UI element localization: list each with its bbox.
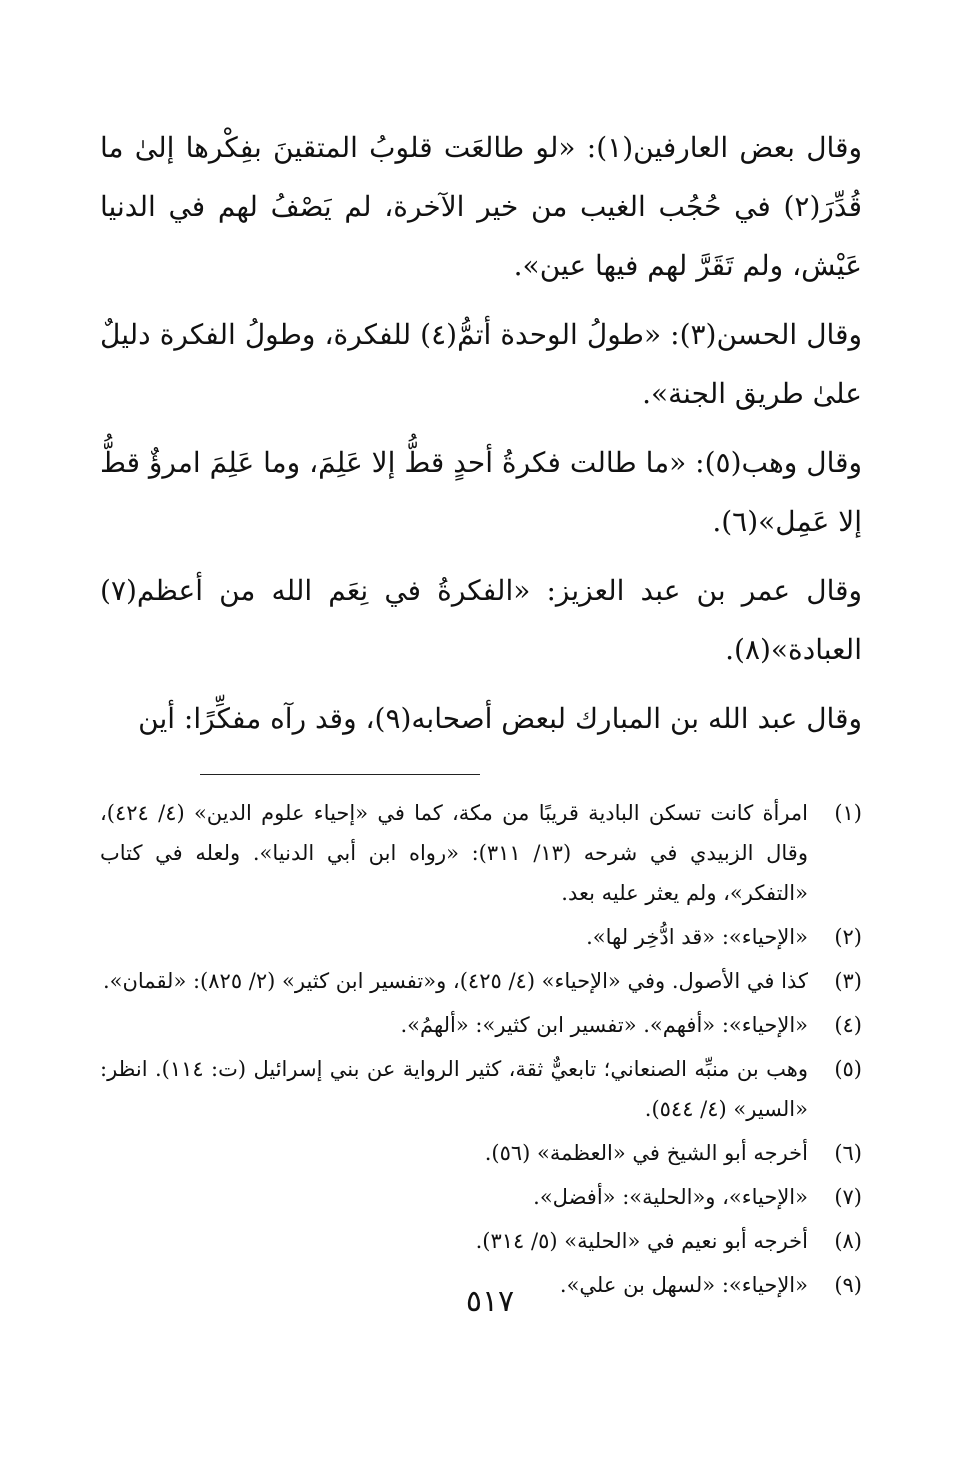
page-number: ٥١٧ bbox=[465, 1284, 515, 1319]
footnotes bbox=[100, 793, 862, 1305]
footnote-text: أخرجه أبو الشيخ في «العظمة» (٥٦). bbox=[484, 1141, 808, 1165]
paragraph: وقال الحسن(٣): «طولُ الوحدة أتمُّ(٤) للفكرة، وطولُ الفكرة دليلٌ علىٰ طريق الجنة». bbox=[100, 318, 862, 410]
footnote-number: (٨) bbox=[834, 1229, 862, 1253]
footnote-number: (٤) bbox=[834, 1013, 862, 1037]
footnote-text: «الإحياء»: «قد ادُّخِر لها». bbox=[586, 925, 808, 949]
footnote-text: «الإحياء»: «أفهم». «تفسير ابن كثير»: «ألهمُ». bbox=[400, 1013, 808, 1037]
footnote-text: امرأة كانت تسكن البادية قريبًا من مكة، كما في «إحياء علوم الدين» (٤/ ٤٢٤)، وقال الزبيدي في شرحه (١٣/ ٣١١): «رواه ابن أبي الدنيا». ولعله في كتاب «التفكر»، ولم يعثر عليه بعد. bbox=[100, 801, 808, 905]
footnote bbox=[100, 961, 862, 1001]
footnote bbox=[100, 1177, 862, 1217]
main-text bbox=[100, 118, 862, 748]
paragraph: وقال بعض العارفين(١): «لو طالعَت قلوبُ المتقينَ بفِكْرها إلىٰ ما قُدِّرَ(٢) في حُجُب الغيب من خير الآخرة، لم يَصْفُ لهم في الدنيا عَيْش، ولم تَقَرَّ لهم فيها عين». bbox=[100, 131, 862, 282]
footnote bbox=[100, 793, 862, 913]
footnote bbox=[100, 1049, 862, 1129]
footnote-number: (٢) bbox=[834, 925, 862, 949]
paragraph: وقال عبد الله بن المبارك لبعض أصحابه(٩)، وقد رآه مفكِّرًا: أين bbox=[138, 702, 862, 735]
paragraph: وقال وهب(٥): «ما طالت فكرةُ أحدٍ قطُّ إلا عَلِمَ، وما عَلِمَ امرؤٌ قطُّ إلا عَمِل»(٦). bbox=[100, 446, 863, 538]
paragraph: وقال عمر بن عبد العزيز: «الفكرةُ في نِعَم الله من أعظم(٧) العبادة»(٨). bbox=[100, 574, 862, 666]
footnote-text: وهب بن منبِّه الصنعاني؛ تابعيٌّ ثقة، كثير الرواية عن بني إسرائيل (ت: ١١٤). انظر: «السير» (٤/ ٥٤٤). bbox=[100, 1057, 808, 1121]
footnote bbox=[100, 1221, 862, 1261]
footnote-number: (٧) bbox=[834, 1185, 862, 1209]
footnote-separator bbox=[200, 774, 480, 775]
footnote-number: (٩) bbox=[834, 1273, 862, 1297]
footnote-text: «الإحياء»، و«الحلية»: «أفضل». bbox=[533, 1185, 808, 1209]
footnote-number: (٣) bbox=[834, 969, 862, 993]
footnote-number: (١) bbox=[834, 801, 862, 825]
footnote-text: «الإحياء»: «لسهل بن علي». bbox=[559, 1273, 808, 1297]
footnote-number: (٥) bbox=[834, 1057, 862, 1081]
footnote bbox=[100, 1133, 862, 1173]
footnote-number: (٦) bbox=[834, 1141, 862, 1165]
footnote-text: كذا في الأصول. وفي «الإحياء» (٤/ ٤٢٥)، و«تفسير ابن كثير» (٢/ ٨٢٥): «لقمان». bbox=[102, 969, 808, 993]
footnote bbox=[100, 1005, 862, 1045]
footnote-text: أخرجه أبو نعيم في «الحلية» (٥/ ٣١٤). bbox=[475, 1229, 808, 1253]
footnote bbox=[100, 917, 862, 957]
